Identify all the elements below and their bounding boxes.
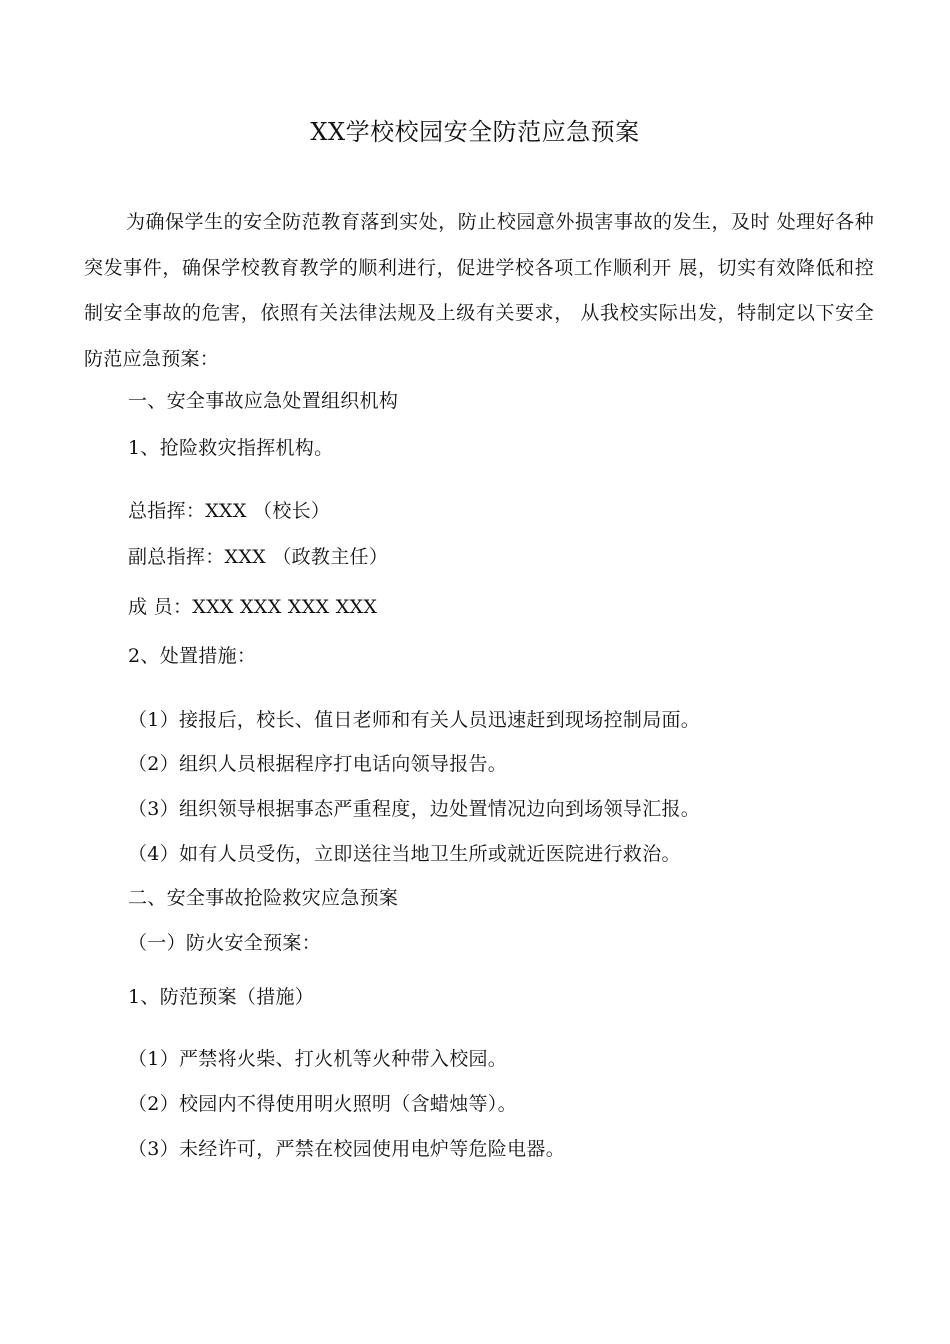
section-2-subheading: （一）防火安全预案： [128, 932, 322, 954]
fire-measure-item: （1）严禁将火柴、打火机等火种带入校园。 [128, 1048, 508, 1070]
section-1-subheading-measures: 2、处置措施： [128, 645, 257, 667]
section-2-heading: 二、安全事故抢险救灾应急预案 [128, 887, 399, 909]
measure-item: （2）组织人员根据程序打电话向领导报告。 [128, 753, 508, 775]
measure-item: （4）如有人员受伤，立即送往当地卫生所或就近医院进行救治。 [128, 843, 681, 865]
section-1-heading: 一、安全事故应急处置组织机构 [128, 390, 399, 412]
measure-item: （3）组织领导根据事态严重程度，边处置情况边向到场领导汇报。 [128, 798, 701, 820]
measure-item: （1）接报后，校长、值日老师和有关人员迅速赶到现场控制局面。 [128, 709, 701, 731]
intro-paragraph: 为确保学生的安全防范教育落到实处，防止校园意外损害事故的发生，及时 处理好各种突发事件，确保学校教育教学的顺利进行，促进学校各项工作顺利开 展，切实有效降低和控制安全事故的危害，依照有关法律法规及上级有关要求， 从我校实际出发，特制定以下安全防范应急预案： [84, 211, 874, 370]
document-title: XX学校校园安全防范应急预案 [310, 118, 640, 146]
deputy-commander-line: 副总指挥：XXX （政教主任） [128, 546, 389, 568]
commander-line: 总指挥：XXX （校长） [128, 500, 331, 522]
section-1-subheading-command: 1、抢险救灾指挥机构。 [128, 437, 334, 459]
members-line: 成 员：XXX XXX XXX XXX [128, 596, 378, 618]
fire-measure-item: （2）校园内不得使用明火照明（含蜡烛等）。 [128, 1093, 517, 1115]
fire-measure-item: （3）未经许可，严禁在校园使用电炉等危险电器。 [128, 1138, 565, 1160]
fire-prevention-heading: 1、防范预案（措施） [128, 986, 315, 1008]
